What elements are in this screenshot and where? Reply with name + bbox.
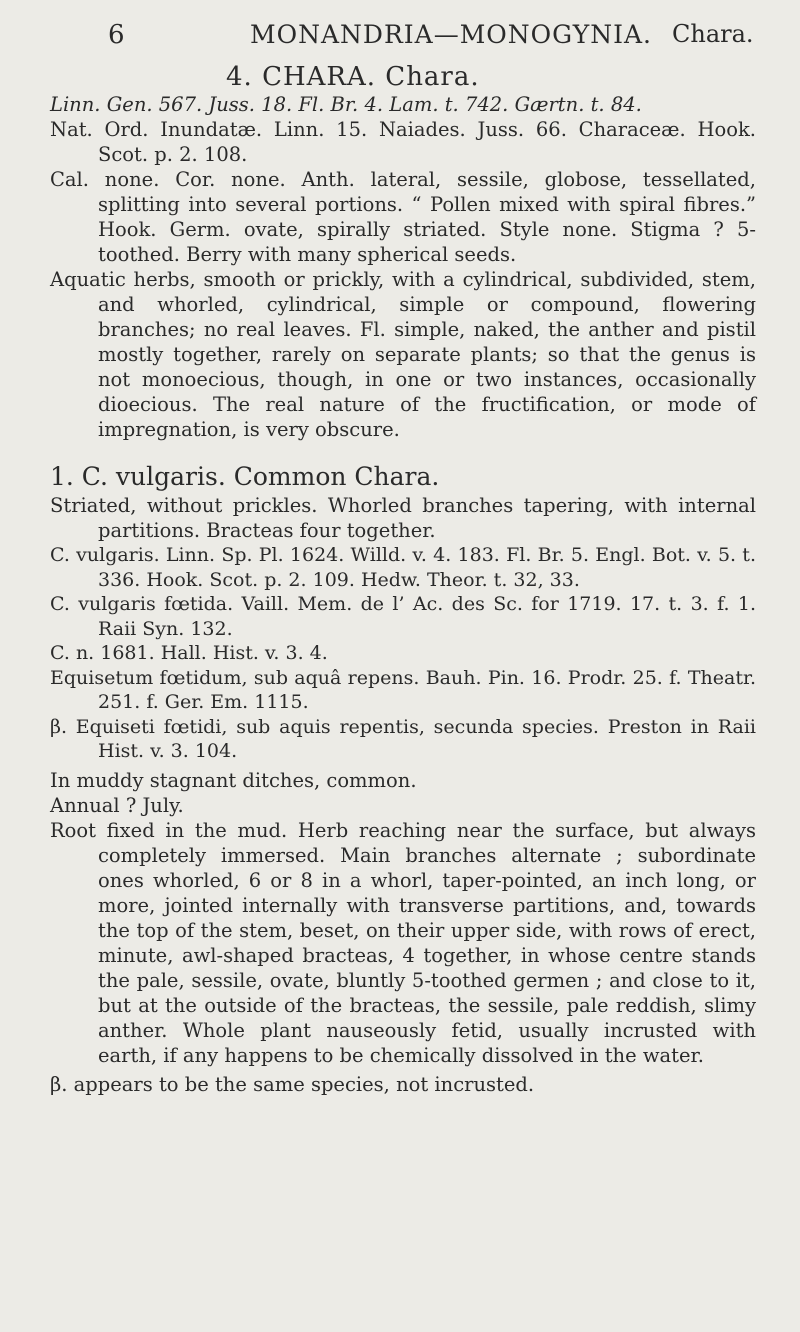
running-head-genus: Chara. — [672, 20, 754, 48]
synonym-linnaeus: C. vulgaris. Linn. Sp. Pl. 1624. Willd. v. 4. 183. Fl. Br. 5. Engl. Bot. v. 5. t. 336. Hook. Scot. p. 2. 109. Hedw. Theor. t. 32, 33. — [50, 544, 756, 591]
synonym-bauhin: Equisetum fœtidum, sub aquâ repens. Bauh. Pin. 16. Prodr. 25. f. Theatr. 251. f. Ger. Em. 1115. — [50, 666, 756, 713]
genus-description: Aquatic herbs, smooth or prickly, with a cylindrical, subdivided, stem, and whorled, cylindrical, simple or compound, flowering branches; no real leaves. Fl. simple, naked, the anther and pistil mostly together, rarely on separate plants; so that the genus is not monoecious, though, in one or two instances, occasionally dioecious. The real nature of the fructification, or mode of impregnation, is very obscure. — [50, 268, 756, 441]
habitat: In muddy stagnant ditches, common. — [50, 768, 417, 792]
natural-order: Nat. Ord. Inundatæ. Linn. 15. Naiades. Juss. 66. Characeæ. Hook. Scot. p. 2. 108. — [50, 118, 756, 166]
synonym-haller: C. n. 1681. Hall. Hist. v. 3. 4. — [50, 642, 328, 664]
species-description: Root fixed in the mud. Herb reaching near the surface, but always completely immersed. Main branches alternate ; subordinate ones whorled, 6 or 8 in a whorl, taper-pointed, an inch long, or more, jointed internally with transverse partitions, and, towards the top of the stem, beset, on their upper side, with rows of erect, minute, awl-shaped bracteas, 4 together, in whose centre stands the pale, sessile, ovate, bluntly 5-toothed germen ; and close to it, but at the outside of the bracteas, the sessile, pale reddish, slimy anther. Whole plant nauseously fetid, usually incrusted with earth, if any happens to be chemically dissolved in the water. — [50, 818, 756, 1067]
synonym-vaillant: C. vulgaris fœtida. Vaill. Mem. de l’ Ac. des Sc. for 1719. 17. t. 3. f. 1. Raii Syn. 132. — [50, 593, 756, 640]
specific-character: Striated, without prickles. Whorled branches tapering, with internal partitions. Bracteas four together. — [50, 494, 756, 542]
genus-heading: 4. CHARA. Chara. — [226, 62, 480, 92]
species-heading: 1. C. vulgaris. Common Chara. — [50, 462, 440, 491]
variety-note: β. appears to be the same species, not incrusted. — [50, 1072, 535, 1096]
page-number: 6 — [108, 20, 125, 50]
synonym-beta: β. Equiseti fœtidi, sub aquis repentis, secunda species. Preston in Raii Hist. v. 3. 104. — [50, 715, 756, 762]
duration: Annual ? July. — [50, 793, 184, 817]
running-head-title: MONANDRIA—MONOGYNIA. — [250, 20, 652, 49]
running-head — [50, 18, 756, 58]
genus-references: Linn. Gen. 567. Juss. 18. Fl. Br. 4. Lam. t. 742. Gærtn. t. 84. — [50, 93, 642, 116]
generic-characters: Cal. none. Cor. none. Anth. lateral, sessile, globose, tessellated, splitting into several portions. “ Pollen mixed with spiral fibres.” Hook. Germ. ovate, spirally striated. Style none. Stigma ? 5-toothed. Berry with many spherical seeds. — [50, 168, 756, 266]
